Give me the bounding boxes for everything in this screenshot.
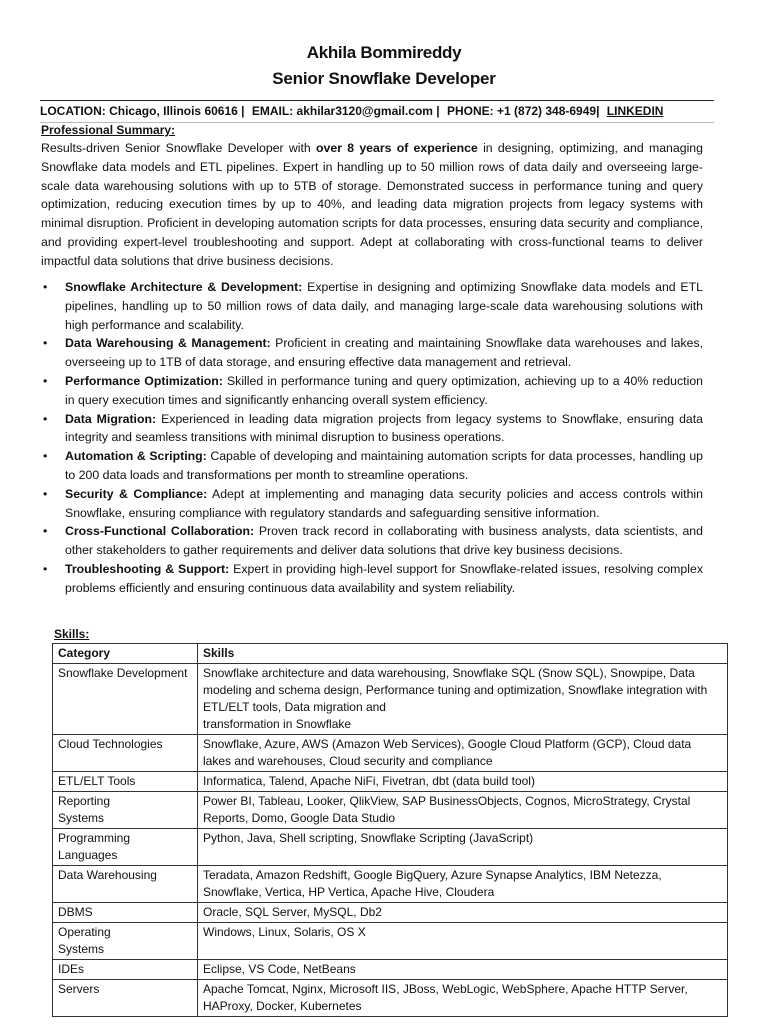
skills-cell: Eclipse, VS Code, NetBeans <box>198 960 728 980</box>
skills-table <box>52 643 728 1017</box>
category-cell <box>53 792 198 829</box>
category-cell: IDEs <box>53 960 198 980</box>
skills-cell: Power BI, Tableau, Looker, QlikView, SAP BusinessObjects, Cognos, MicroStrategy, Crystal Reports, Domo, Google Data Studio <box>198 792 728 829</box>
bullet-text: Expert in providing high-level support for Snowflake-related issues, resolving complex problems efficiently and ensuring continuous data availability and system reliability. <box>65 561 703 595</box>
skills-cell <box>198 664 728 735</box>
bullet-label: Performance Optimization: <box>65 373 223 388</box>
category-cell: Data Warehousing <box>53 866 198 903</box>
linkedin-link[interactable]: LINKEDIN <box>606 104 664 118</box>
table-row <box>53 980 728 1017</box>
bullet-text: Proven track record in collaborating with business analysts, data scientists, and other stakeholders to gather requirements and deliver data solutions that drive key business decisions. <box>65 524 703 558</box>
table-row <box>53 735 728 772</box>
skills-cell: Oracle, SQL Server, MySQL, Db2 <box>198 903 728 923</box>
skills-cell: Apache Tomcat, Nginx, Microsoft IIS, JBoss, WebLogic, WebSphere, Apache HTTP Server, HAProxy, Docker, Kubernetes <box>198 980 728 1017</box>
bullet-icon: • <box>43 411 48 426</box>
bullet-icon: • <box>43 373 48 388</box>
list-item <box>41 447 703 485</box>
bullet-label: Snowflake Architecture & Development: <box>65 280 303 294</box>
category-cell: DBMS <box>53 903 198 923</box>
bullet-label: Cross-Functional Collaboration: <box>65 524 255 539</box>
category-cell: Cloud Technologies <box>53 735 198 772</box>
summary-bullet-list <box>41 278 703 598</box>
table-row <box>53 772 728 792</box>
summary-intro-pre: Results-driven Senior Snowflake Developer with <box>41 141 317 155</box>
table-row <box>53 792 728 829</box>
bullet-icon: • <box>43 449 48 464</box>
skills-text-continued: transformation in Snowflake <box>203 717 352 731</box>
bullet-label: Security & Compliance: <box>65 486 208 501</box>
bullet-icon: • <box>43 486 48 501</box>
bullet-icon: • <box>43 524 48 539</box>
table-row <box>53 829 728 866</box>
table-header-row <box>53 644 728 664</box>
list-item <box>41 278 703 334</box>
summary-intro-bold: over 8 years of experience <box>316 141 478 155</box>
bullet-label: Data Warehousing & Management: <box>65 336 271 351</box>
bullet-label: Data Migration: <box>65 411 157 426</box>
summary-intro-post: in designing, optimizing, and managing Snowflake data models and ETL pipelines. Expert in handling up to 50 million rows of data daily and overseeing large-scale data warehousing solutions with up to 5TB of storage. Demonstrated success in performance tuning and query optimization, reducing execution times by up to 40%, and leading data migration projects from legacy systems with minimal disruption. Proficient in developing automation scripts for data processes, ensuring data security and compliance, and providing expert-level troubleshooting and support. Adept at collaborating with cross-functional teams to deliver impactful data solutions that drive business decisions. <box>41 141 703 268</box>
list-item <box>41 410 703 448</box>
candidate-name: Akhila Bommireddy <box>306 43 462 62</box>
category-text-continued: Systems <box>58 811 105 825</box>
bullet-text: Adept at implementing and managing data security policies and access controls within Snowflake, ensuring compliance with regulatory standards and safeguarding sensitive information. <box>65 486 703 520</box>
category-text: Reporting <box>58 794 111 808</box>
skills-text: Snowflake architecture and data warehousing, Snowflake SQL (Snow SQL), Snowpipe, Data modeling and schema design, Performance tuning and optimization, Snowflake integration with ETL/ELT tools, Data migration and <box>203 666 708 714</box>
bullet-text: Experienced in leading data migration projects from legacy systems to Snowflake, ensuring data integrity and seamless transitions with minimal disruption to business operations. <box>65 411 704 445</box>
table-row <box>53 903 728 923</box>
contact-email[interactable]: EMAIL: akhilar3120@gmail.com | <box>251 104 440 118</box>
contact-location: LOCATION: Chicago, Illinois 60616 | <box>40 104 245 118</box>
column-header-category: Category <box>53 644 198 664</box>
contact-phone: PHONE: +1 (872) 348-6949| <box>447 104 600 118</box>
skills-cell: Teradata, Amazon Redshift, Google BigQuery, Azure Synapse Analytics, IBM Netezza, Snowflake, Vertica, HP Vertica, Apache Hive, Cloudera <box>198 866 728 903</box>
list-item <box>41 485 703 523</box>
skills-cell: Python, Java, Shell scripting, Snowflake Scripting (JavaScript) <box>198 829 728 866</box>
table-row <box>53 960 728 980</box>
category-cell <box>53 923 198 960</box>
table-row <box>53 923 728 960</box>
category-cell: ETL/ELT Tools <box>53 772 198 792</box>
category-text: Operating <box>58 925 111 939</box>
bullet-icon: • <box>43 280 48 294</box>
table-row <box>53 866 728 903</box>
list-item <box>41 372 703 410</box>
list-item <box>41 334 703 372</box>
bullet-label: Troubleshooting & Support: <box>65 561 230 576</box>
bullet-text: Skilled in performance tuning and query optimization, achieving up to a 40% reduction in query execution times and significantly enhancing overall system efficiency. <box>65 373 703 407</box>
bullet-label: Automation & Scripting: <box>65 449 207 464</box>
bullet-text: Proficient in creating and maintaining Snowflake data warehouses and lakes, overseeing up to 1TB of data storage, and ensuring effective data management and retrieval. <box>65 336 704 370</box>
column-header-skills: Skills <box>198 644 728 664</box>
contact-bar <box>40 100 714 123</box>
summary-paragraph <box>41 139 703 271</box>
bullet-icon: • <box>43 561 48 576</box>
bullet-text: Expertise in designing and optimizing Snowflake data models and ETL pipelines, handling up to 50 million rows of data daily, and managing large-scale data warehousing solutions with high performance and scalability. <box>65 280 703 332</box>
list-item <box>41 560 703 598</box>
category-cell: Programming Languages <box>53 829 198 866</box>
table-row <box>53 664 728 735</box>
skills-cell: Windows, Linux, Solaris, OS X <box>198 923 728 960</box>
category-text-continued: Systems <box>58 942 105 956</box>
bullet-text: Capable of developing and maintaining automation scripts for data processes, handling up to 200 data loads and transformations per month to streamline operations. <box>65 449 704 482</box>
summary-heading: Professional Summary: <box>41 123 176 137</box>
category-cell: Servers <box>53 980 198 1017</box>
skills-cell: Snowflake, Azure, AWS (Amazon Web Services), Google Cloud Platform (GCP), Cloud data lakes and warehouses, Cloud security and compliance <box>198 735 728 772</box>
job-title: Senior Snowflake Developer <box>272 69 496 88</box>
skills-cell: Informatica, Talend, Apache NiFi, Fivetran, dbt (data build tool) <box>198 772 728 792</box>
list-item <box>41 522 703 560</box>
skills-heading: Skills: <box>54 627 90 641</box>
category-cell: Snowflake Development <box>53 664 198 735</box>
bullet-icon: • <box>43 336 48 351</box>
